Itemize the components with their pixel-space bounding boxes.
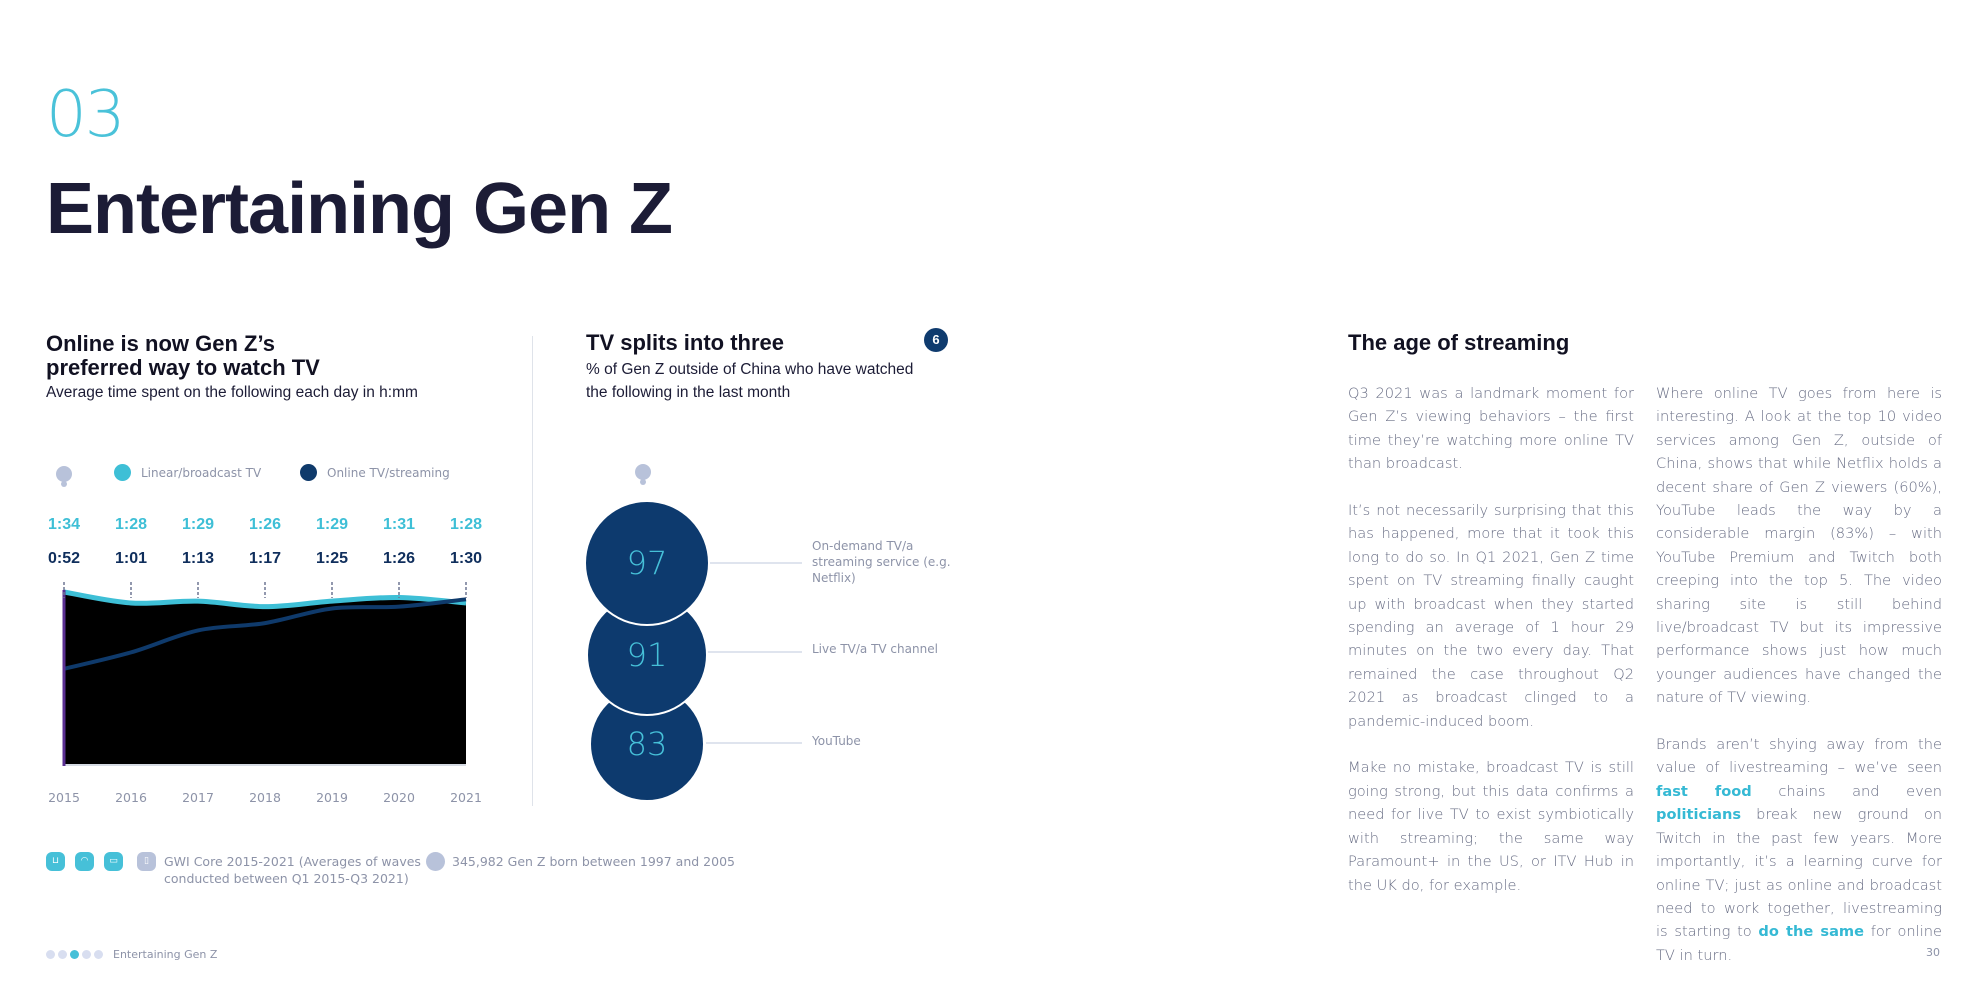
x-tick-label: 2018: [249, 790, 281, 805]
linear-value-label: 1:28: [114, 516, 148, 533]
paragraph-text: break new ground on Twitch in the past few years. More importantly, it’s a learning curve for online TV; just as online and broadcast need to work together, livestreaming is starting to: [1656, 806, 1942, 941]
chart2-subtitle: % of Gen Z outside of China who have watched the following in the last month: [586, 361, 914, 401]
leader-line-youtube: [706, 742, 802, 744]
chart-number-badge: 6: [924, 328, 948, 352]
page-dot: [82, 950, 91, 959]
source-note: GWI Core 2015-2021 (Averages of waves conducted between Q1 2015-Q3 2021): [164, 854, 421, 886]
x-tick-label: 2015: [48, 790, 80, 805]
x-tick-label: 2017: [182, 790, 214, 805]
article-title: The age of streaming: [1348, 330, 1570, 355]
bubble-live: 91: [586, 594, 708, 716]
bubble-ondemand: 97: [584, 500, 710, 626]
linear-area: [64, 592, 466, 764]
bubble-youtube: 83: [589, 686, 705, 802]
link-do-the-same[interactable]: do the same: [1758, 923, 1865, 941]
page-number: 30: [1926, 946, 1940, 959]
article-paragraph: Make no mistake, broadcast TV is still going strong, but this data confirms a need for live TV to exist symbiotically with streaming; the same way Paramount+ in the US, or ITV Hub in the UK do, for example.: [1348, 759, 1634, 894]
sample-icon: [426, 852, 445, 871]
location-pin-icon: [635, 464, 651, 480]
leader-line-live: [706, 651, 802, 653]
legend-linear-label: Linear/broadcast TV: [141, 465, 262, 480]
online-value-label: 1:13: [181, 550, 215, 567]
x-tick-label: 2016: [115, 790, 147, 805]
x-tick-label: 2019: [316, 790, 348, 805]
article-column-1: [1348, 382, 1634, 920]
article-column-2: [1656, 382, 1942, 991]
paragraph-text: Brands aren’t shying away from the value of livestreaming – we’ve seen: [1656, 736, 1942, 777]
online-value-label: 0:52: [47, 550, 81, 567]
chart1-subtitle: Average time spent on the following each day in h:mm: [46, 384, 418, 401]
source-icon: ▯: [137, 852, 156, 871]
page-dot: [94, 950, 103, 959]
page-title: Entertaining Gen Z: [46, 169, 673, 249]
online-value-label: 1:01: [114, 550, 148, 567]
chart2-title: TV splits into three: [586, 330, 785, 355]
paragraph-text: chains and even: [1751, 782, 1942, 800]
page-dot: [46, 950, 55, 959]
online-value-label: 1:25: [315, 550, 349, 567]
online-value-label: 1:30: [449, 550, 483, 567]
article-paragraph: Q3 2021 was a landmark moment for Gen Z’s viewing behaviors – the first time they’re watching more online TV than broadcast.: [1348, 385, 1634, 473]
link-fast-food[interactable]: fast food: [1656, 782, 1752, 800]
page-footer: [46, 948, 217, 961]
linear-value-label: 1:31: [382, 516, 416, 533]
x-tick-label: 2021: [450, 790, 482, 805]
x-tick-label: 2020: [383, 790, 415, 805]
linear-value-label: 1:34: [47, 516, 81, 533]
age-icon: ⊔: [46, 852, 65, 871]
article-paragraph: [1656, 733, 1942, 967]
article-paragraph: Where online TV goes from here is interesting. A look at the top 10 video services among Gen Z, outside of China, shows that while Netflix holds a decent share of Gen Z viewers (60%), YouTube leads the way by a considerable margin (83%) – with YouTube Premium and Twitch both creeping into the top 5. The video sharing site is still behind live/broadcast TV but its impressive performance shows just how much younger audiences have changed the nature of TV viewing.: [1656, 385, 1942, 707]
leader-line-ondemand: [706, 562, 802, 564]
label-youtube: YouTube: [812, 734, 861, 748]
device-icon: ▭: [104, 852, 123, 871]
chart1-title-line2: preferred way to watch TV: [46, 355, 320, 380]
chart1-title-line1: Online is now Gen Z’s: [46, 331, 275, 356]
section-number: 03: [46, 78, 124, 152]
link-politicians[interactable]: politicians: [1656, 806, 1742, 824]
linear-value-label: 1:29: [181, 516, 215, 533]
legend-online-label: Online TV/streaming: [327, 465, 450, 480]
label-live: Live TV/a TV channel: [812, 642, 938, 656]
article-paragraph: It’s not necessarily surprising that this has happened, more that it took this long to do so. In Q1 2021, Gen Z time spent on TV streaming finally caught up with broadcast when they started spending an average of 1 hour 29 minutes on the two every day. That remained the case throughout Q2 2021 as broadcast clinged to a pandemic-induced boom.: [1348, 502, 1634, 730]
sample-note: 345,982 Gen Z born between 1997 and 2005: [452, 854, 735, 869]
chart-divider: [532, 336, 533, 806]
page-dot-active: [70, 950, 79, 959]
region-icon: ◠: [75, 852, 94, 871]
linear-value-label: 1:29: [315, 516, 349, 533]
online-value-label: 1:17: [248, 550, 282, 567]
label-ondemand: On-demand TV/a streaming service (e.g. Netflix): [812, 539, 951, 585]
linear-value-label: 1:26: [248, 516, 282, 533]
page-dot: [58, 950, 67, 959]
footer-section-label: Entertaining Gen Z: [113, 948, 218, 961]
online-value-label: 1:26: [382, 550, 416, 567]
linear-value-label: 1:28: [449, 516, 483, 533]
paragraph-text: for online TV in turn.: [1656, 923, 1942, 964]
